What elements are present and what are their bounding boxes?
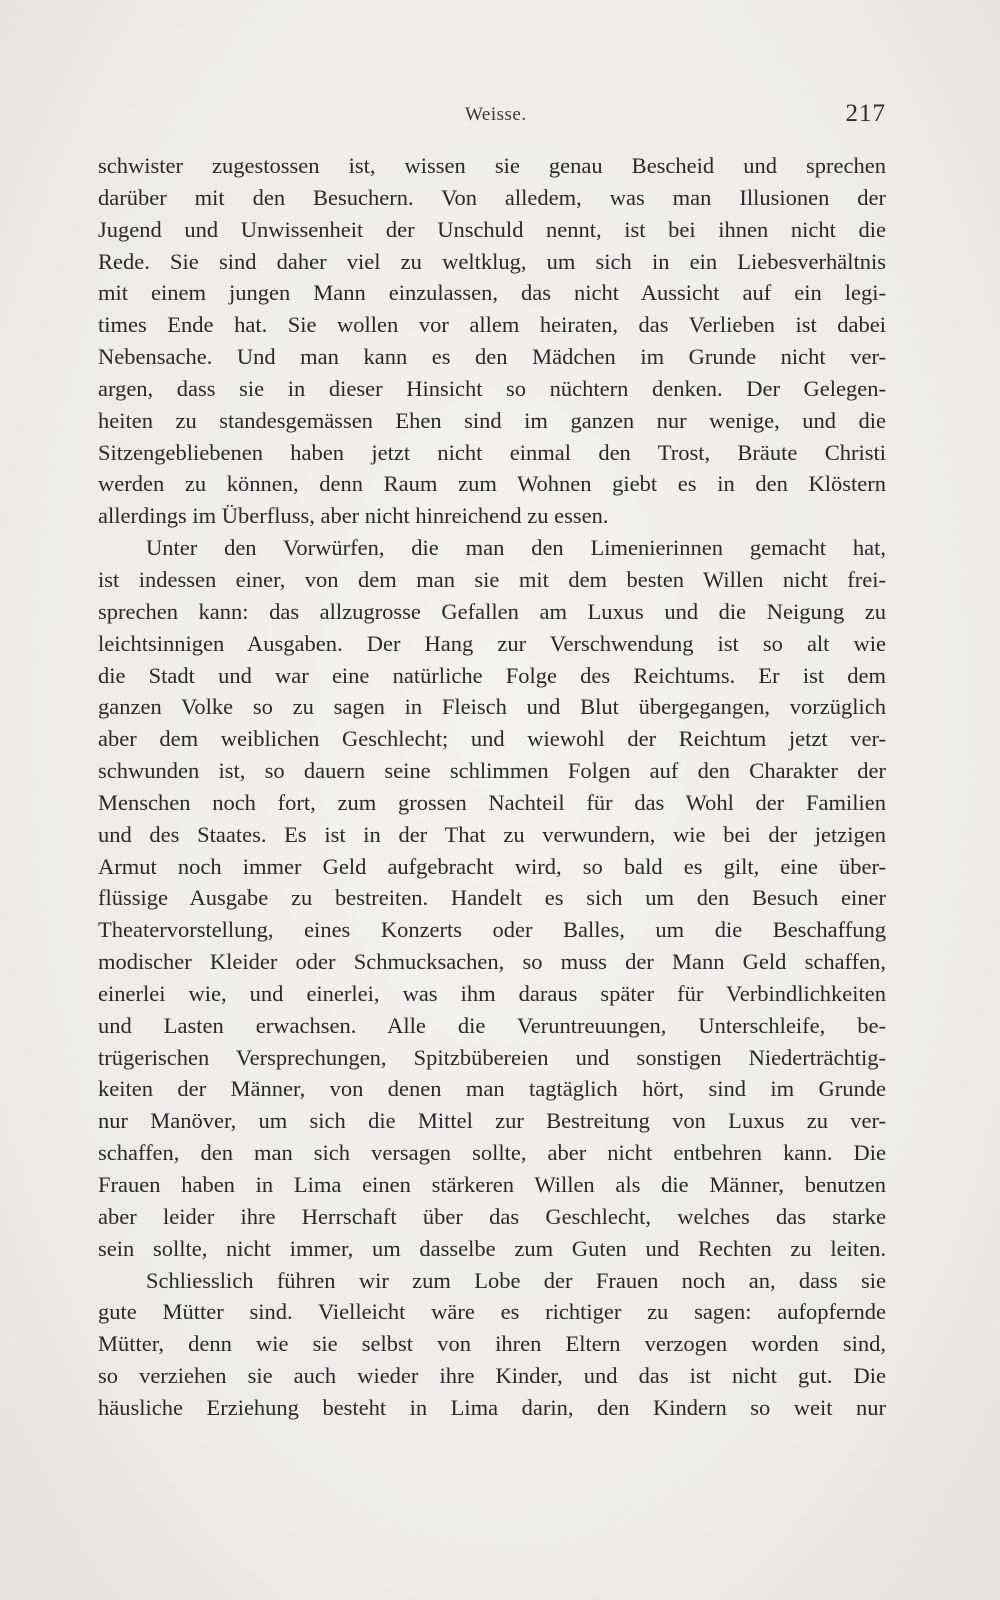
text-line: gute Mütter sind. Vielleicht wäre es richtiger zu sagen: aufopfernde — [98, 1299, 886, 1325]
text-line: trügerischen Versprechungen, Spitzbübereien und sonstigen Niederträchtig- — [98, 1044, 886, 1070]
text-line: Rede. Sie sind daher viel zu weltklug, um sich in ein Liebesverhältnis — [98, 248, 886, 274]
text-line: aber dem weiblichen Geschlecht; und wiewohl der Reichtum jetzt ver- — [98, 726, 886, 752]
text-line: Mütter, denn wie sie selbst von ihren Eltern verzogen worden sind, — [98, 1331, 886, 1357]
text-line: sprechen kann: das allzugrosse Gefallen am Luxus und die Neigung zu — [98, 598, 886, 624]
text-line: mit einem jungen Mann einzulassen, das nicht Aussicht auf ein legi- — [98, 280, 886, 306]
text-line: keiten der Männer, von denen man tagtäglich hört, sind im Grunde — [98, 1076, 886, 1102]
text-line: Frauen haben in Lima einen stärkeren Willen als die Männer, benutzen — [98, 1172, 886, 1197]
text-line: ganzen Volke so zu sagen in Fleisch und Blut übergegangen, vorzüglich — [98, 694, 886, 720]
body-text — [98, 150, 886, 1424]
text-line: Menschen noch fort, zum grossen Nachteil für das Wohl der Familien — [98, 789, 886, 815]
text-line: schwunden ist, so dauern seine schlimmen Folgen auf den Charakter der — [98, 758, 886, 784]
text-line: Unter den Vorwürfen, die man den Limenierinnen gemacht hat, — [146, 535, 886, 561]
text-line: und des Staates. Es ist in der That zu verwundern, wie bei der jetzigen — [98, 821, 886, 847]
text-line: leichtsinnigen Ausgaben. Der Hang zur Verschwendung ist so alt wie — [98, 630, 886, 656]
text-line: flüssige Ausgabe zu bestreiten. Handelt es sich um den Besuch einer — [98, 885, 886, 911]
text-line: Theatervorstellung, eines Konzerts oder Balles, um die Beschaffung — [98, 917, 886, 943]
text-line: Jugend und Unwissenheit der Unschuld nennt, ist bei ihnen nicht die — [98, 216, 886, 242]
text-line: sein sollte, nicht immer, um dasselbe zum Guten und Rechten zu leiten. — [98, 1235, 886, 1261]
text-line: Schliesslich führen wir zum Lobe der Frauen noch an, dass sie — [146, 1267, 886, 1293]
text-line: heiten zu standesgemässen Ehen sind im ganzen nur wenige, und die — [98, 407, 886, 433]
running-head: Weisse. — [465, 104, 527, 125]
text-line: nur Manöver, um sich die Mittel zur Bestreitung von Luxus zu ver- — [98, 1108, 886, 1134]
text-line: modischer Kleider oder Schmucksachen, so muss der Mann Geld schaffen, — [98, 949, 886, 975]
text-line: die Stadt und war eine natürliche Folge des Reichtums. Er ist dem — [98, 662, 886, 688]
text-line: allerdings im Überfluss, aber nicht hinreichend zu essen. — [98, 503, 609, 529]
page-number: 217 — [845, 100, 886, 127]
text-line: einerlei wie, und einerlei, was ihm daraus später für Verbindlichkeiten — [98, 980, 886, 1006]
text-line: argen, dass sie in dieser Hinsicht so nüchtern denken. Der Gelegen- — [98, 375, 886, 401]
text-line: und Lasten erwachsen. Alle die Veruntreuungen, Unterschleife, be- — [98, 1012, 886, 1038]
text-line: Armut noch immer Geld aufgebracht wird, so bald es gilt, eine über- — [98, 853, 886, 879]
text-line: aber leider ihre Herrschaft über das Geschlecht, welches das starke — [98, 1203, 886, 1229]
text-line: schaffen, den man sich versagen sollte, aber nicht entbehren kann. Die — [98, 1140, 886, 1166]
text-line: times Ende hat. Sie wollen vor allem heiraten, das Verlieben ist dabei — [98, 312, 886, 338]
text-line: so verziehen sie auch wieder ihre Kinder, und das ist nicht gut. Die — [98, 1363, 886, 1389]
text-line: häusliche Erziehung besteht in Lima darin, den Kindern so weit nur — [98, 1394, 886, 1420]
text-line: werden zu können, denn Raum zum Wohnen giebt es in den Klöstern — [98, 471, 886, 497]
text-line: ist indessen einer, von dem man sie mit dem besten Willen nicht frei- — [98, 566, 886, 592]
page-header — [98, 100, 886, 130]
text-line: schwister zugestossen ist, wissen sie genau Bescheid und sprechen — [98, 153, 886, 178]
text-line: Sitzengebliebenen haben jetzt nicht einmal den Trost, Bräute Christi — [98, 439, 886, 465]
text-line: Nebensache. Und man kann es den Mädchen im Grunde nicht ver- — [98, 344, 886, 370]
text-line: darüber mit den Besuchern. Von alledem, was man Illusionen der — [98, 184, 886, 210]
